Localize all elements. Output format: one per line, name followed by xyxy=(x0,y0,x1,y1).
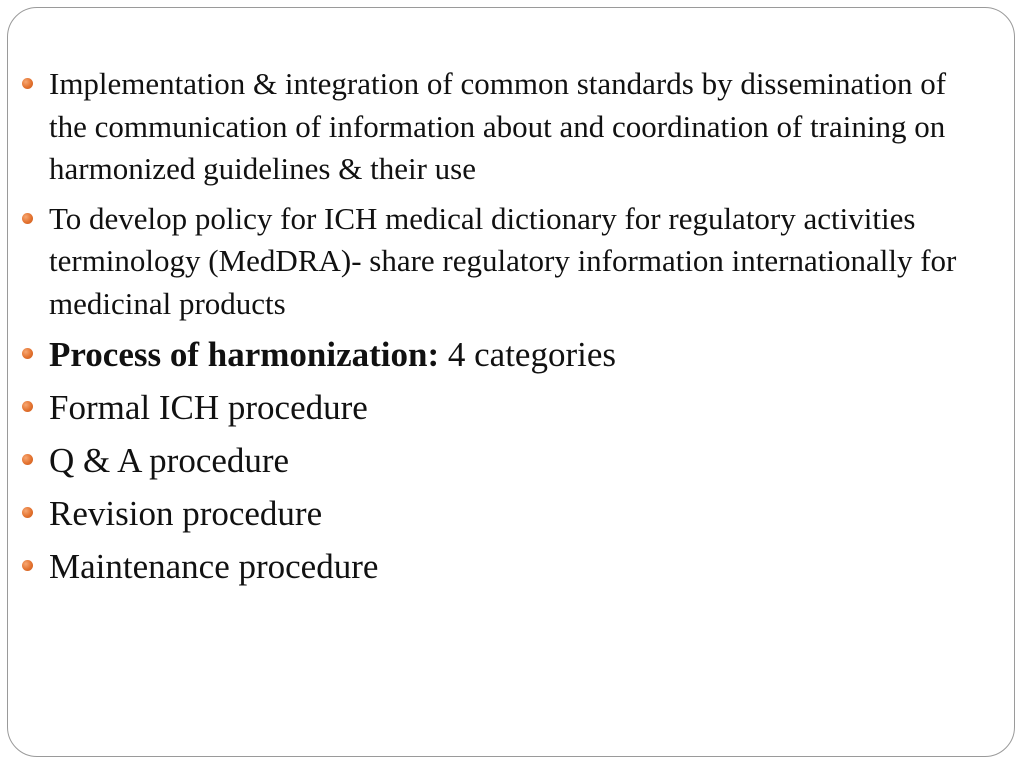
slide-frame xyxy=(7,7,1015,757)
bullet-text: Maintenance procedure xyxy=(49,547,379,586)
bullet-meddra-policy xyxy=(20,198,990,326)
bullet-text: 4 categories xyxy=(439,335,617,374)
bullet-text: Q & A procedure xyxy=(49,441,290,480)
bullet-text: Implementation & integration of common standards by dissemination of the communication of information about and coordination of training on harmonized guidelines & their use xyxy=(49,66,947,186)
bullet-bold-heading: Process of harmonization: xyxy=(49,335,440,374)
bullet-formal-ich-procedure xyxy=(20,385,990,430)
bullet-dot-icon xyxy=(22,507,33,518)
bullet-dot-icon xyxy=(22,560,33,571)
bullet-maintenance-procedure xyxy=(20,544,990,589)
bullet-qa-procedure xyxy=(20,438,990,483)
bullet-text: Revision procedure xyxy=(49,494,323,533)
bullet-dot-icon xyxy=(22,348,33,359)
bullet-list xyxy=(20,63,990,597)
bullet-dot-icon xyxy=(22,213,33,224)
bullet-dot-icon xyxy=(22,401,33,412)
bullet-text: Formal ICH procedure xyxy=(49,388,368,427)
bullet-text: To develop policy for ICH medical dictionary for regulatory activities terminology (MedDRA)- share regulatory information internationally for medicinal products xyxy=(49,200,957,321)
bullet-implementation xyxy=(20,63,990,191)
bullet-dot-icon xyxy=(22,454,33,465)
bullet-process-of-harmonization xyxy=(20,332,990,377)
bullet-dot-icon xyxy=(22,78,33,89)
bullet-revision-procedure xyxy=(20,491,990,536)
